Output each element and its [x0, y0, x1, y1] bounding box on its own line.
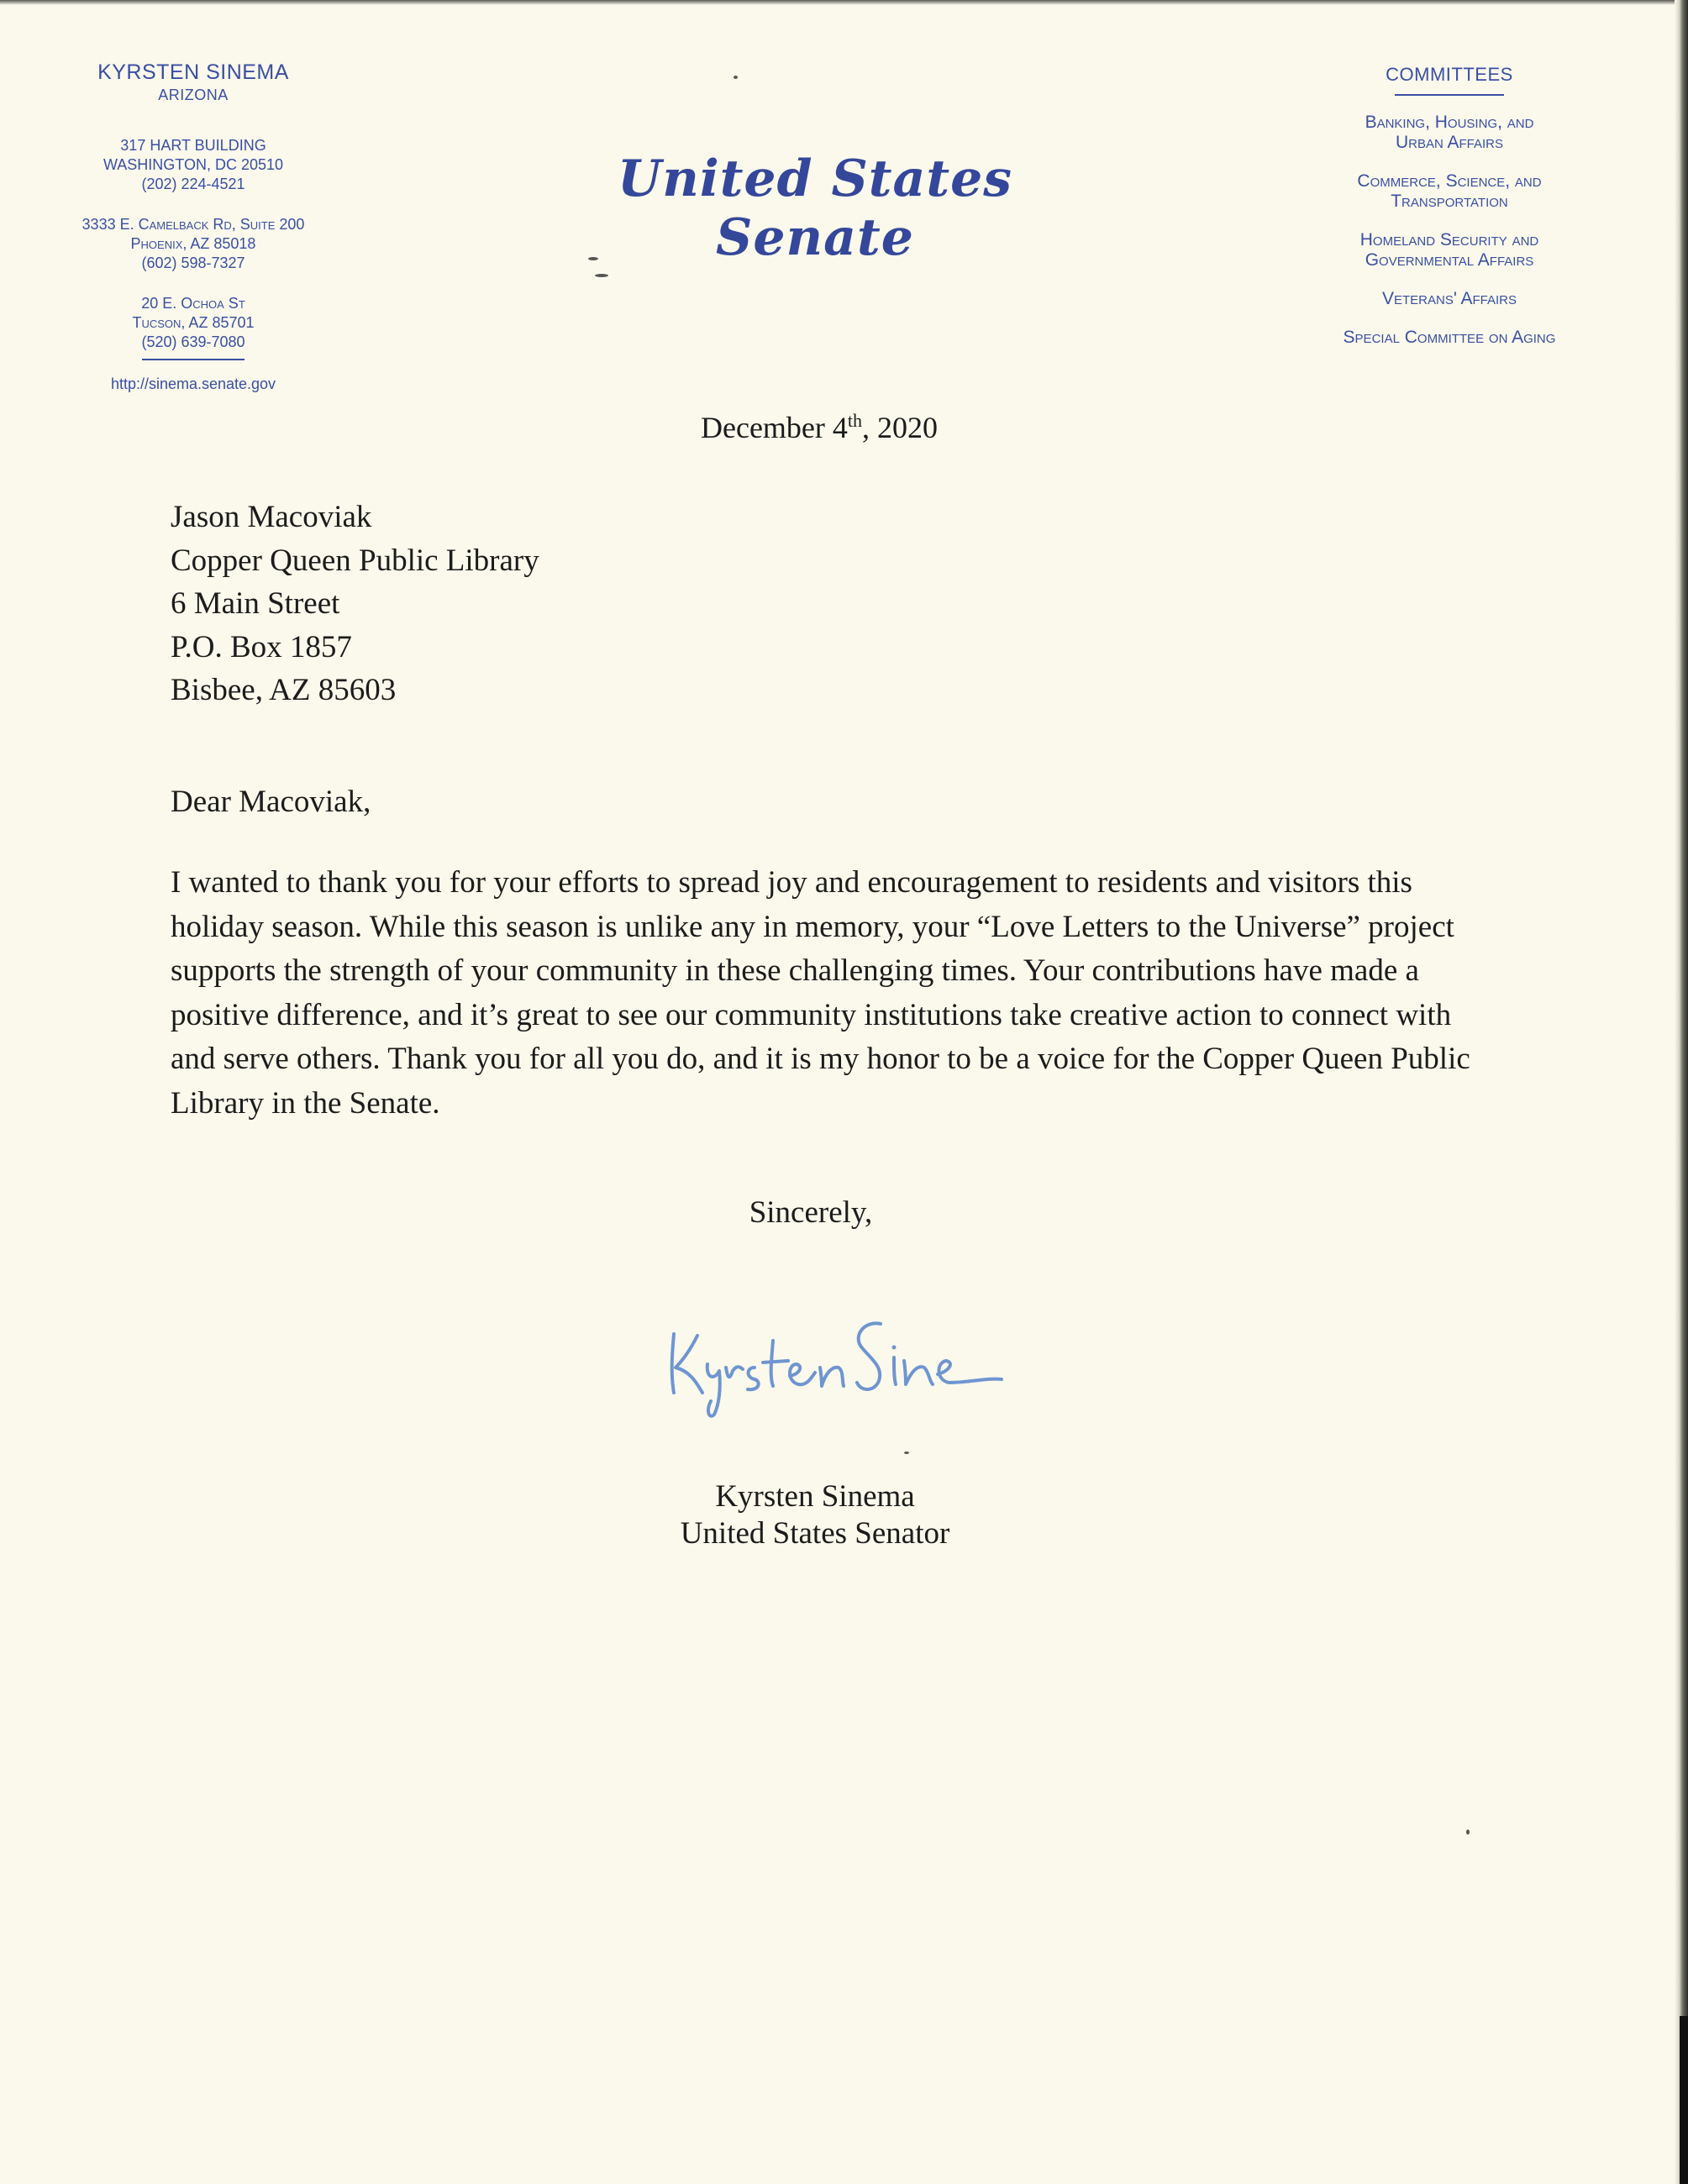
letterhead-divider-left	[142, 359, 245, 360]
recipient-organization: Copper Queen Public Library	[171, 543, 539, 578]
office-line2: Phoenix, AZ 85018	[130, 235, 256, 252]
scan-speck	[588, 257, 598, 260]
signer-name: Kyrsten Sinema	[715, 1479, 915, 1514]
senator-state: ARIZONA	[158, 87, 229, 103]
letterhead-committees	[1294, 64, 1605, 366]
committee-line: Transportation	[1391, 192, 1508, 211]
closing: Sincerely,	[749, 1195, 873, 1230]
office-address-phoenix	[34, 215, 353, 273]
recipient-name: Jason Macoviak	[171, 500, 372, 534]
recipient-street: 6 Main Street	[171, 586, 340, 621]
recipient-city-state-zip: Bisbee, AZ 85603	[171, 673, 397, 707]
recipient-po-box: P.O. Box 1857	[171, 629, 352, 664]
committee-item	[1294, 171, 1605, 212]
committee-item	[1294, 328, 1605, 348]
committee-line: Commerce, Science, and	[1357, 171, 1542, 191]
date-suffix: th	[847, 410, 863, 431]
office-line1: 3333 E. Camelback Rd, Suite 200	[82, 216, 305, 233]
salutation: Dear Macoviak,	[171, 785, 371, 819]
letter-date	[588, 410, 1050, 445]
scan-edge-right-dark	[1680, 2016, 1688, 2184]
office-line2: WASHINGTON, DC 20510	[103, 156, 284, 173]
committees-heading: COMMITTEES	[1386, 64, 1513, 85]
scan-speck	[904, 1452, 909, 1454]
website-url: http://sinema.senate.gov	[110, 375, 276, 392]
committee-line: Veterans' Affairs	[1381, 289, 1517, 308]
committee-list	[1294, 113, 1605, 348]
office-line1: 20 E. Ochoa St	[141, 295, 245, 312]
office-phone: (202) 224-4521	[141, 176, 245, 192]
letterhead-title: United States Senate	[617, 150, 1013, 267]
date-year: , 2020	[862, 411, 939, 444]
committee-line: Homeland Security and	[1359, 230, 1539, 249]
scan-speck	[734, 76, 738, 79]
letter-body: I wanted to thank you for your efforts to spread joy and encouragement to residents and visitors this holiday season. While this season is unlike any in memory, your “Love Letters to the Universe” project supports the strength of your community in these challenging times. Your contributions have made a positive difference, and it’s great to see our community institutions take creative action to connect with and serve others. Thank you for all you do, and it is my honor to be a voice for the Copper Queen Public Library in the Senate.	[171, 865, 1470, 1121]
letterhead-divider-right	[1395, 94, 1504, 96]
senator-name: KYRSTEN SINEMA	[97, 60, 289, 84]
date-month-day: December 4	[700, 411, 848, 444]
scan-edge-top	[0, 0, 1688, 5]
signer-title: United States Senator	[680, 1516, 950, 1551]
office-line2: Tucson, AZ 85701	[132, 314, 255, 331]
recipient-address	[171, 496, 539, 712]
committee-item	[1294, 289, 1605, 309]
office-address-dc	[34, 136, 353, 194]
committee-line: Urban Affairs	[1395, 133, 1504, 152]
office-line1: 317 HART BUILDING	[120, 137, 266, 154]
committee-line: Special Committee on Aging	[1343, 328, 1556, 347]
signer-block	[605, 1478, 1025, 1552]
office-phone: (520) 639-7080	[141, 333, 245, 350]
committee-item	[1294, 230, 1605, 270]
committee-line: Banking, Housing, and	[1365, 113, 1534, 132]
scan-speck	[595, 274, 608, 277]
office-address-tucson	[34, 294, 353, 352]
letterhead-left	[34, 60, 353, 393]
scan-speck	[1466, 1830, 1470, 1835]
committee-line: Governmental Affairs	[1365, 250, 1534, 270]
handwritten-signature	[655, 1294, 1008, 1428]
committee-item	[1294, 113, 1605, 153]
office-phone: (602) 598-7327	[141, 255, 245, 271]
scan-edge-right	[1675, 0, 1688, 2184]
